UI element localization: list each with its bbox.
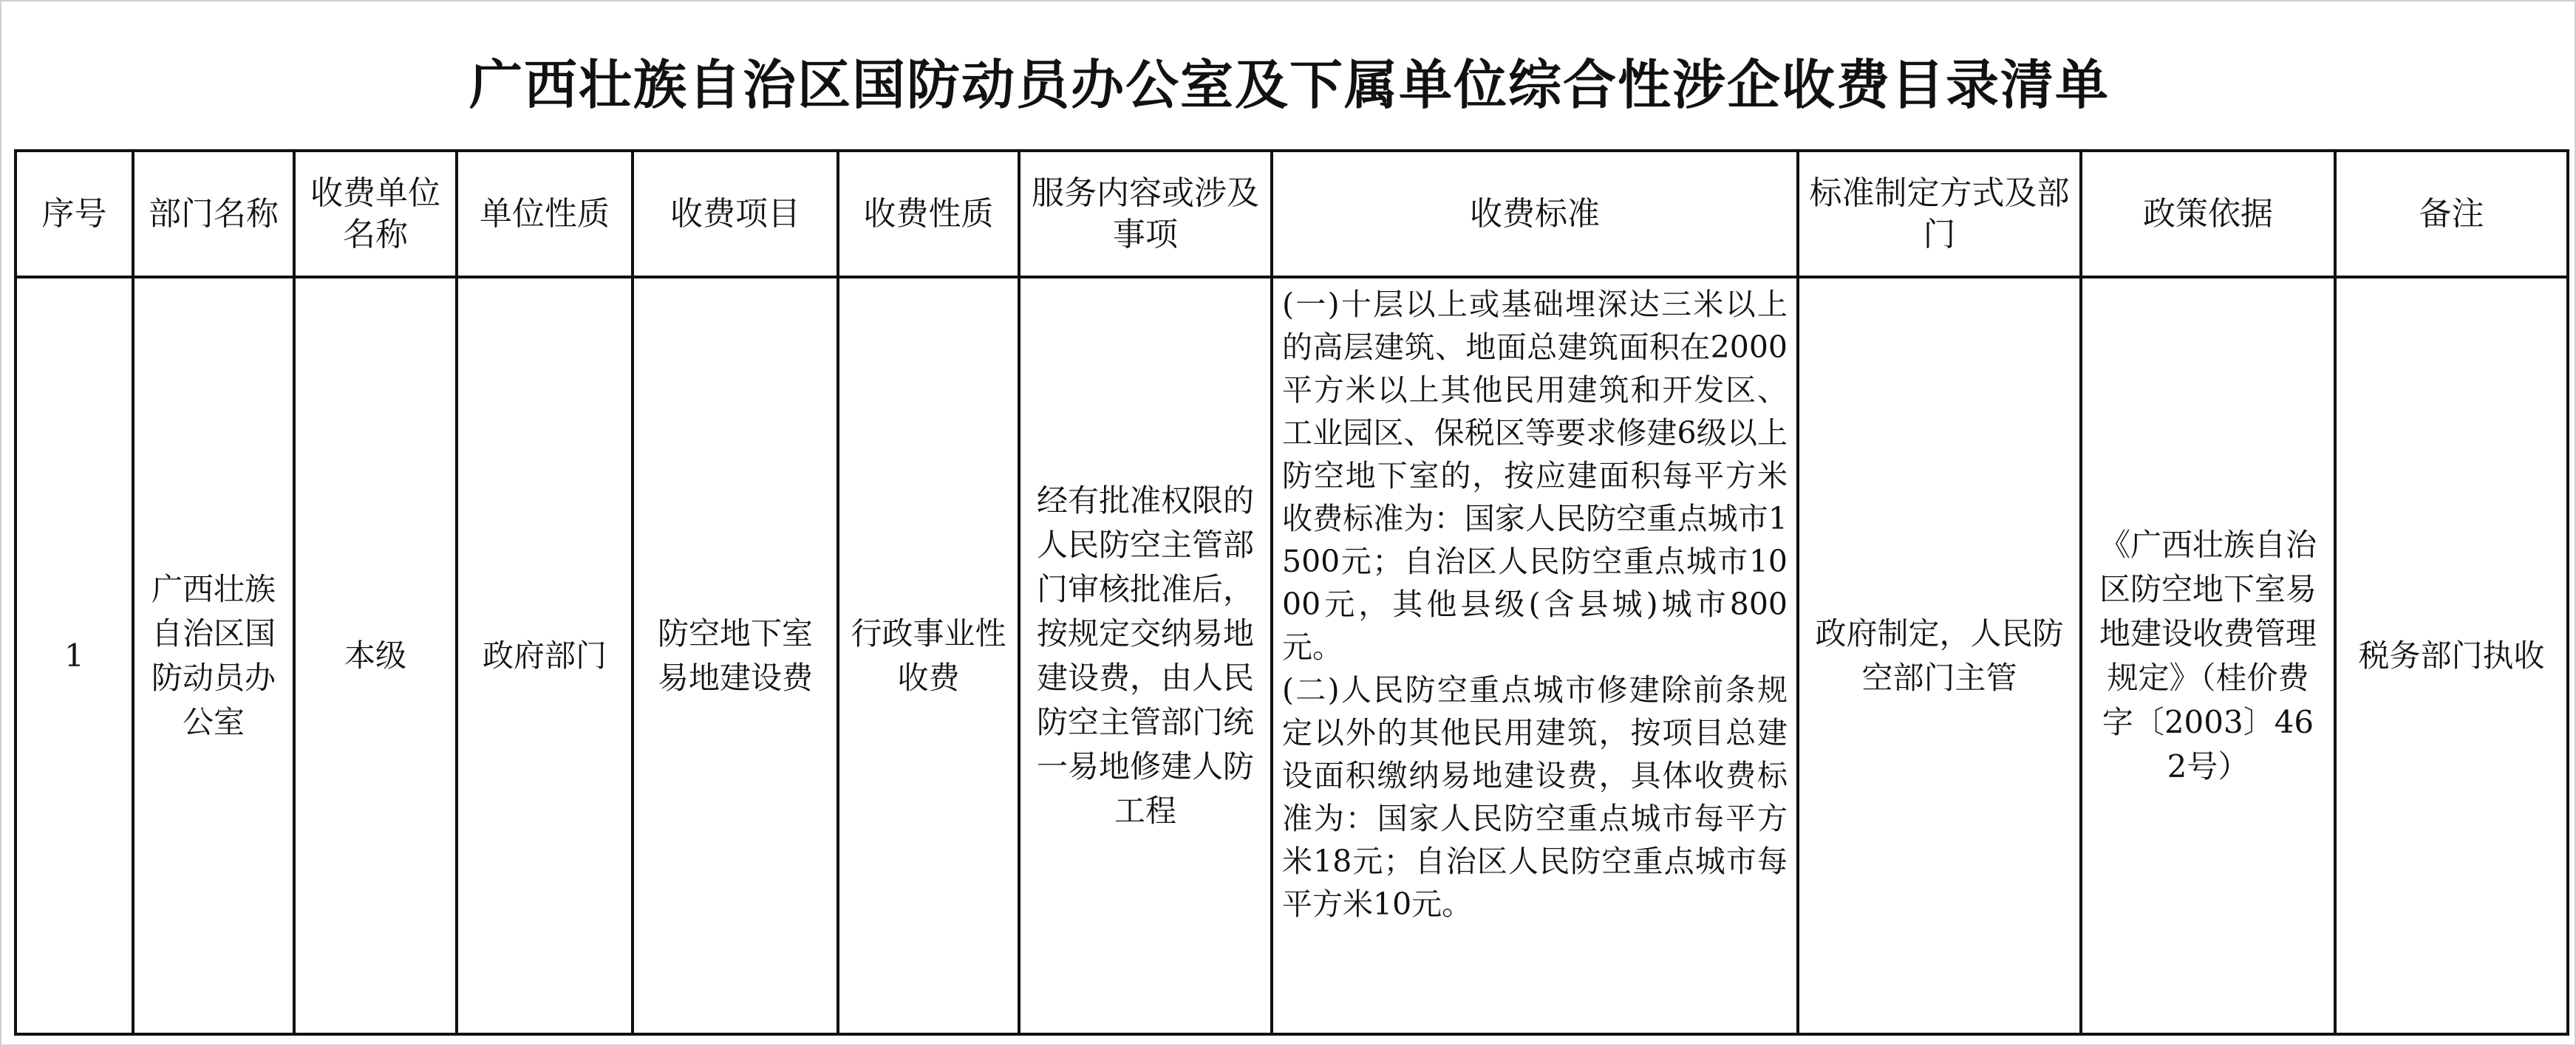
cell-nature: 政府部门 bbox=[457, 277, 633, 1034]
standard-clause-2: (二)人民防空重点城市修建除前条规定以外的其他民用建筑，按项目总建设面积缴纳易地建设费，具体收费标准为：国家人民防空重点城市每平方米18元；自治区人民防空重点城市每平方米10元。 bbox=[1282, 672, 1788, 922]
cell-fee-nature: 行政事业性收费 bbox=[838, 277, 1019, 1034]
table-header-row bbox=[16, 151, 2568, 277]
cell-seq: 1 bbox=[16, 277, 133, 1034]
cell-dept: 广西壮族自治区国防动员办公室 bbox=[133, 277, 294, 1034]
header-remark: 备注 bbox=[2335, 151, 2568, 277]
header-service: 服务内容或涉及事项 bbox=[1019, 151, 1272, 277]
cell-standard bbox=[1272, 277, 1798, 1034]
cell-unit: 本级 bbox=[294, 277, 457, 1034]
cell-remark: 税务部门执收 bbox=[2335, 277, 2568, 1034]
header-item: 收费项目 bbox=[633, 151, 838, 277]
header-basis: 政策依据 bbox=[2081, 151, 2335, 277]
header-nature: 单位性质 bbox=[457, 151, 633, 277]
standard-clause-1: (一)十层以上或基础埋深达三米以上的高层建筑、地面总建筑面积在2000平方米以上其他民用建筑和开发区、工业园区、保税区等要求修建6级以上防空地下室的，按应建面积每平方米收费标准为：国家人民防空重点城市1500元；自治区人民防空重点城市1000元，其他县级(含县城)城市800元。 bbox=[1282, 287, 1788, 665]
header-unit: 收费单位名称 bbox=[294, 151, 457, 277]
cell-method: 政府制定，人民防空部门主管 bbox=[1798, 277, 2081, 1034]
fee-catalog-table bbox=[14, 149, 2569, 1036]
cell-item: 防空地下室易地建设费 bbox=[633, 277, 838, 1034]
header-fee-nature: 收费性质 bbox=[838, 151, 1019, 277]
header-standard: 收费标准 bbox=[1272, 151, 1798, 277]
header-method: 标准制定方式及部门 bbox=[1798, 151, 2081, 277]
header-seq: 序号 bbox=[16, 151, 133, 277]
page-title: 广西壮族自治区国防动员办公室及下属单位综合性涉企收费目录清单 bbox=[468, 53, 2110, 116]
cell-basis: 《广西壮族自治区防空地下室易地建设收费管理规定》（桂价费字〔2003〕462号） bbox=[2081, 277, 2335, 1034]
header-dept: 部门名称 bbox=[133, 151, 294, 277]
cell-service: 经有批准权限的人民防空主管部门审核批准后，按规定交纳易地建设费，由人民防空主管部门统一易地修建人防工程 bbox=[1019, 277, 1272, 1034]
table-row bbox=[16, 277, 2568, 1034]
